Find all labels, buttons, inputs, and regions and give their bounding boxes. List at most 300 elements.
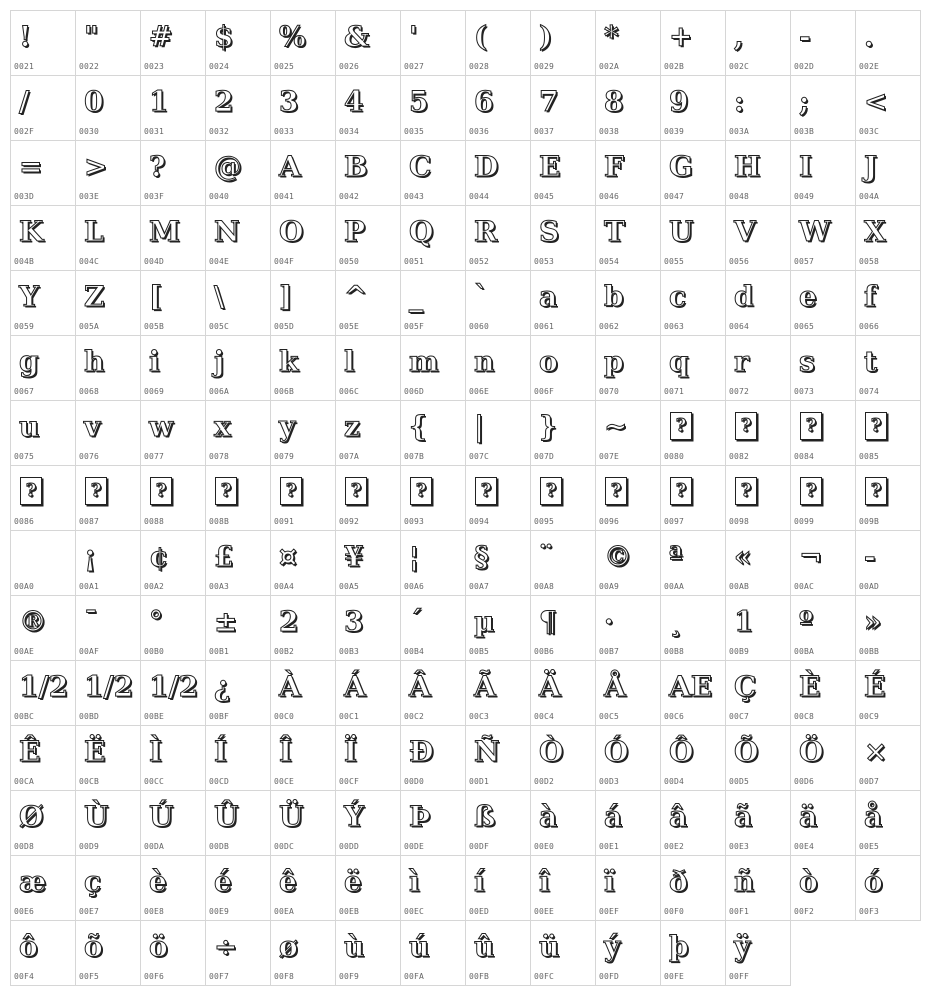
glyph-sample: 2 — [214, 85, 234, 118]
glyph-sample: > — [84, 150, 108, 183]
glyph-cell — [790, 75, 856, 141]
glyph-sample: § — [474, 540, 489, 573]
glyph-sample: 9 — [669, 85, 689, 118]
glyph-sample: ü — [539, 930, 560, 963]
codepoint-label: 00CF — [339, 777, 360, 786]
codepoint-label: 00D8 — [14, 842, 35, 851]
codepoint-label: 00B1 — [209, 647, 230, 656]
glyph-sample: Ä — [539, 670, 561, 703]
glyph-cell — [140, 920, 206, 986]
glyph-sample: » — [864, 605, 882, 638]
glyph-cell — [10, 335, 76, 401]
codepoint-label: 00E8 — [144, 907, 165, 916]
codepoint-label: 00A9 — [599, 582, 620, 591]
codepoint-label: 0031 — [144, 127, 165, 136]
glyph-cell — [270, 855, 336, 921]
codepoint-label: 0062 — [599, 322, 620, 331]
glyph-sample: * — [604, 20, 619, 53]
glyph-sample: « — [734, 540, 752, 573]
codepoint-label: 003C — [859, 127, 880, 136]
codepoint-label: 00D0 — [404, 777, 425, 786]
glyph-cell — [530, 335, 596, 401]
codepoint-label: 0040 — [209, 192, 230, 201]
codepoint-label: 00DD — [339, 842, 360, 851]
missing-glyph-box: ? — [345, 477, 367, 505]
codepoint-label: 0093 — [404, 517, 425, 526]
glyph-cell — [530, 270, 596, 336]
glyph-sample: Ñ — [474, 735, 500, 768]
glyph-cell — [660, 465, 726, 531]
missing-glyph-box: ? — [865, 477, 887, 505]
glyph-cell — [725, 790, 791, 856]
codepoint-label: 0095 — [534, 517, 555, 526]
codepoint-label: 003E — [79, 192, 100, 201]
glyph-sample: j — [214, 345, 225, 378]
glyph-sample: Ý — [344, 800, 364, 833]
codepoint-label: 00B3 — [339, 647, 360, 656]
glyph-cell — [400, 75, 466, 141]
codepoint-label: 002B — [664, 62, 685, 71]
glyph-sample: : — [734, 85, 745, 118]
glyph-sample: ¥ — [344, 540, 364, 573]
glyph-sample: ´ — [409, 605, 423, 638]
glyph-cell — [855, 270, 921, 336]
codepoint-label: 005A — [79, 322, 100, 331]
glyph-sample: º — [799, 605, 813, 638]
glyph-sample: t — [864, 345, 877, 378]
codepoint-label: 00AF — [79, 647, 100, 656]
glyph-cell — [855, 790, 921, 856]
glyph-cell — [855, 660, 921, 726]
codepoint-label: 006E — [469, 387, 490, 396]
missing-glyph-box: ? — [800, 412, 822, 440]
codepoint-label: 0066 — [859, 322, 880, 331]
glyph-cell — [790, 855, 856, 921]
missing-glyph-box: ? — [800, 477, 822, 505]
glyph-cell — [660, 660, 726, 726]
codepoint-label: 0068 — [79, 387, 100, 396]
glyph-sample: Ê — [19, 735, 41, 768]
glyph-sample: B — [344, 150, 368, 183]
glyph-cell — [75, 530, 141, 596]
glyph-sample: d — [734, 280, 754, 313]
glyph-cell — [595, 660, 661, 726]
glyph-cell — [400, 855, 466, 921]
glyph-cell — [10, 75, 76, 141]
codepoint-label: 0085 — [859, 452, 880, 461]
glyph-sample: Â — [409, 670, 431, 703]
glyph-sample: G — [669, 150, 693, 183]
glyph-cell — [530, 855, 596, 921]
codepoint-label: 00FE — [664, 972, 685, 981]
glyph-cell — [530, 595, 596, 661]
glyph-sample: 3 — [344, 605, 364, 638]
codepoint-label: 0060 — [469, 322, 490, 331]
codepoint-label: 00A7 — [469, 582, 490, 591]
glyph-sample: g — [19, 345, 39, 378]
glyph-sample: © — [604, 540, 632, 573]
codepoint-label: 0038 — [599, 127, 620, 136]
glyph-sample: ^ — [344, 280, 368, 313]
glyph-cell — [855, 725, 921, 791]
codepoint-label: 005D — [274, 322, 295, 331]
glyph-cell — [140, 75, 206, 141]
codepoint-label: 00E0 — [534, 842, 555, 851]
glyph-cell — [270, 595, 336, 661]
codepoint-label: 00FB — [469, 972, 490, 981]
glyph-sample: ¸ — [669, 605, 683, 638]
codepoint-label: 00A8 — [534, 582, 555, 591]
codepoint-label: 00C3 — [469, 712, 490, 721]
codepoint-label: 00AD — [859, 582, 880, 591]
codepoint-label: 004C — [79, 257, 100, 266]
codepoint-label: 00A1 — [79, 582, 100, 591]
codepoint-label: 0073 — [794, 387, 815, 396]
glyph-sample: ¿ — [214, 670, 231, 703]
glyph-cell — [205, 270, 271, 336]
codepoint-label: 00B4 — [404, 647, 425, 656]
codepoint-label: 004F — [274, 257, 295, 266]
glyph-cell — [530, 530, 596, 596]
codepoint-label: 00EC — [404, 907, 425, 916]
codepoint-label: 0067 — [14, 387, 35, 396]
glyph-sample: c — [669, 280, 687, 313]
glyph-sample: þ — [669, 930, 689, 963]
codepoint-label: 00CE — [274, 777, 295, 786]
glyph-cell — [140, 335, 206, 401]
codepoint-label: 00A6 — [404, 582, 425, 591]
glyph-cell — [335, 10, 401, 76]
glyph-sample: H — [734, 150, 761, 183]
glyph-cell — [75, 140, 141, 206]
glyph-cell — [205, 660, 271, 726]
glyph-cell — [400, 205, 466, 271]
glyph-sample: ò — [799, 865, 818, 898]
glyph-sample: É — [864, 670, 886, 703]
glyph-sample: _ — [409, 280, 423, 313]
glyph-sample: 6 — [474, 85, 494, 118]
glyph-cell — [530, 75, 596, 141]
codepoint-label: 0082 — [729, 452, 750, 461]
glyph-cell — [725, 140, 791, 206]
codepoint-label: 00F9 — [339, 972, 360, 981]
codepoint-label: 0086 — [14, 517, 35, 526]
codepoint-label: 002E — [859, 62, 880, 71]
codepoint-label: 00CB — [79, 777, 100, 786]
glyph-sample: ê — [279, 865, 297, 898]
missing-glyph-box: ? — [670, 412, 692, 440]
glyph-cell — [595, 270, 661, 336]
glyph-cell — [335, 400, 401, 466]
codepoint-label: 00AA — [664, 582, 685, 591]
glyph-sample: n — [474, 345, 495, 378]
glyph-cell — [335, 205, 401, 271]
codepoint-label: 008B — [209, 517, 230, 526]
glyph-sample: x — [214, 410, 231, 443]
codepoint-label: 00C7 — [729, 712, 750, 721]
glyph-cell — [10, 790, 76, 856]
glyph-sample: × — [864, 735, 888, 768]
codepoint-label: 00C5 — [599, 712, 620, 721]
glyph-sample: W — [799, 215, 831, 248]
codepoint-label: 0025 — [274, 62, 295, 71]
glyph-cell — [270, 725, 336, 791]
codepoint-label: 0045 — [534, 192, 555, 201]
glyph-sample: Ø — [19, 800, 44, 833]
codepoint-label: 0077 — [144, 452, 165, 461]
codepoint-label: 00ED — [469, 907, 490, 916]
codepoint-label: 00EF — [599, 907, 620, 916]
glyph-cell — [595, 10, 661, 76]
glyph-cell — [400, 920, 466, 986]
codepoint-label: 006D — [404, 387, 425, 396]
codepoint-label: 0061 — [534, 322, 555, 331]
codepoint-label: 00DA — [144, 842, 165, 851]
codepoint-label: 00F1 — [729, 907, 750, 916]
codepoint-label: 00CD — [209, 777, 230, 786]
glyph-cell — [465, 205, 531, 271]
codepoint-label: 004B — [14, 257, 35, 266]
glyph-sample: Ã — [474, 670, 496, 703]
glyph-sample: k — [279, 345, 299, 378]
glyph-sample: 4 — [344, 85, 364, 118]
glyph-cell — [660, 725, 726, 791]
codepoint-label: 00AC — [794, 582, 815, 591]
codepoint-label: 00AB — [729, 582, 750, 591]
glyph-sample: Ü — [279, 800, 304, 833]
glyph-sample: 1/2 — [84, 670, 134, 703]
codepoint-label: 0094 — [469, 517, 490, 526]
codepoint-label: 00BF — [209, 712, 230, 721]
codepoint-label: 0030 — [79, 127, 100, 136]
glyph-sample: M — [149, 215, 180, 248]
glyph-sample: 1 — [149, 85, 169, 118]
glyph-sample: $ — [214, 20, 234, 53]
glyph-sample: & — [344, 20, 370, 53]
codepoint-label: 00D9 — [79, 842, 100, 851]
glyph-sample: X — [864, 215, 886, 248]
glyph-cell — [10, 10, 76, 76]
codepoint-label: 00E4 — [794, 842, 815, 851]
codepoint-label: 0054 — [599, 257, 620, 266]
glyph-cell — [465, 335, 531, 401]
glyph-cell — [270, 660, 336, 726]
glyph-cell — [75, 205, 141, 271]
codepoint-label: 005C — [209, 322, 230, 331]
glyph-cell — [465, 10, 531, 76]
glyph-cell — [10, 270, 76, 336]
glyph-cell — [465, 530, 531, 596]
glyph-sample: ï — [604, 865, 615, 898]
glyph-cell — [790, 270, 856, 336]
codepoint-label: 0032 — [209, 127, 230, 136]
glyph-cell — [75, 595, 141, 661]
glyph-cell — [855, 10, 921, 76]
glyph-cell — [595, 400, 661, 466]
glyph-sample: \ — [214, 280, 225, 313]
codepoint-label: 00E2 — [664, 842, 685, 851]
codepoint-label: 004E — [209, 257, 230, 266]
codepoint-label: 0021 — [14, 62, 35, 71]
glyph-sample: [ — [149, 280, 163, 313]
glyph-sample: F — [604, 150, 624, 183]
glyph-sample: AE — [669, 670, 713, 703]
glyph-sample: u — [19, 410, 40, 443]
glyph-cell — [855, 335, 921, 401]
codepoint-label: 006B — [274, 387, 295, 396]
codepoint-label: 005F — [404, 322, 425, 331]
glyph-cell — [790, 10, 856, 76]
glyph-cell — [530, 10, 596, 76]
codepoint-label: 00C1 — [339, 712, 360, 721]
glyph-cell — [400, 725, 466, 791]
codepoint-label: 0043 — [404, 192, 425, 201]
codepoint-label: 007A — [339, 452, 360, 461]
codepoint-label: 0050 — [339, 257, 360, 266]
glyph-sample: J — [864, 150, 878, 183]
glyph-cell — [595, 75, 661, 141]
missing-glyph-box: ? — [215, 477, 237, 505]
glyph-cell — [270, 205, 336, 271]
glyph-cell — [140, 725, 206, 791]
glyph-sample: 1 — [734, 605, 754, 638]
codepoint-label: 0024 — [209, 62, 230, 71]
glyph-cell — [465, 270, 531, 336]
glyph-cell — [595, 335, 661, 401]
glyph-cell — [10, 465, 76, 531]
glyph-cell — [400, 790, 466, 856]
codepoint-label: 0042 — [339, 192, 360, 201]
glyph-cell — [725, 725, 791, 791]
glyph-cell — [140, 400, 206, 466]
codepoint-label: 00D3 — [599, 777, 620, 786]
glyph-cell — [205, 920, 271, 986]
glyph-cell — [75, 465, 141, 531]
glyph-cell — [725, 530, 791, 596]
codepoint-label: 0072 — [729, 387, 750, 396]
codepoint-label: 004D — [144, 257, 165, 266]
glyph-sample: ; — [799, 85, 810, 118]
glyph-cell — [530, 790, 596, 856]
missing-glyph-box: ? — [735, 412, 757, 440]
glyph-sample: " — [84, 20, 99, 53]
glyph-cell — [140, 790, 206, 856]
glyph-cell — [465, 140, 531, 206]
glyph-sample: Î — [279, 735, 293, 768]
codepoint-label: 00B5 — [469, 647, 490, 656]
codepoint-label: 004A — [859, 192, 880, 201]
codepoint-label: 00B7 — [599, 647, 620, 656]
glyph-sample: ¶ — [539, 605, 557, 638]
glyph-cell — [270, 400, 336, 466]
codepoint-label: 0052 — [469, 257, 490, 266]
codepoint-label: 0039 — [664, 127, 685, 136]
glyph-cell — [270, 790, 336, 856]
codepoint-label: 006F — [534, 387, 555, 396]
glyph-cell — [660, 75, 726, 141]
glyph-cell — [335, 595, 401, 661]
glyph-sample: ð — [669, 865, 688, 898]
codepoint-label: 0055 — [664, 257, 685, 266]
codepoint-label: 00BC — [14, 712, 35, 721]
codepoint-label: 00E9 — [209, 907, 230, 916]
glyph-cell — [465, 855, 531, 921]
codepoint-label: 0033 — [274, 127, 295, 136]
glyph-cell — [660, 270, 726, 336]
codepoint-label: 0026 — [339, 62, 360, 71]
glyph-cell — [75, 400, 141, 466]
codepoint-label: 006A — [209, 387, 230, 396]
codepoint-label: 002F — [14, 127, 35, 136]
glyph-sample: ' — [409, 20, 418, 53]
codepoint-label: 00D5 — [729, 777, 750, 786]
codepoint-label: 0059 — [14, 322, 35, 331]
codepoint-label: 0092 — [339, 517, 360, 526]
glyph-sample: y — [279, 410, 296, 443]
codepoint-label: 0035 — [404, 127, 425, 136]
glyph-cell — [790, 660, 856, 726]
glyph-cell — [530, 205, 596, 271]
glyph-sample: à — [539, 800, 558, 833]
glyph-sample: Í — [214, 735, 228, 768]
codepoint-label: 00E5 — [859, 842, 880, 851]
codepoint-label: 0058 — [859, 257, 880, 266]
codepoint-label: 0057 — [794, 257, 815, 266]
codepoint-label: 00A0 — [14, 582, 35, 591]
codepoint-label: 00A3 — [209, 582, 230, 591]
glyph-cell — [270, 530, 336, 596]
glyph-cell — [725, 205, 791, 271]
glyph-cell — [75, 920, 141, 986]
codepoint-label: 0096 — [599, 517, 620, 526]
codepoint-label: 00E7 — [79, 907, 100, 916]
glyph-sample: h — [84, 345, 105, 378]
glyph-cell — [400, 270, 466, 336]
codepoint-label: 0069 — [144, 387, 165, 396]
glyph-sample: a — [539, 280, 558, 313]
glyph-sample: { — [409, 410, 428, 443]
glyph-sample: I — [799, 150, 813, 183]
codepoint-label: 0097 — [664, 517, 685, 526]
glyph-cell — [75, 855, 141, 921]
glyph-cell — [270, 10, 336, 76]
glyph-sample: 1/2 — [19, 670, 69, 703]
codepoint-label: 0070 — [599, 387, 620, 396]
codepoint-label: 00E3 — [729, 842, 750, 851]
glyph-cell — [595, 725, 661, 791]
codepoint-label: 0022 — [79, 62, 100, 71]
glyph-sample: U — [669, 215, 694, 248]
glyph-cell — [530, 400, 596, 466]
glyph-cell — [465, 660, 531, 726]
glyph-sample: Û — [214, 800, 239, 833]
glyph-cell — [10, 660, 76, 726]
codepoint-label: 007E — [599, 452, 620, 461]
glyph-sample: ° — [149, 605, 163, 638]
glyph-sample: µ — [474, 605, 495, 638]
glyph-sample: ` — [474, 280, 488, 313]
glyph-sample: Õ — [734, 735, 759, 768]
codepoint-label: 002D — [794, 62, 815, 71]
glyph-cell — [335, 790, 401, 856]
glyph-sample: r — [734, 345, 749, 378]
glyph-sample: N — [214, 215, 240, 248]
codepoint-label: 0044 — [469, 192, 490, 201]
glyph-cell — [790, 465, 856, 531]
glyph-sample: ( — [474, 20, 488, 53]
glyph-cell — [790, 140, 856, 206]
glyph-sample: f — [864, 280, 877, 313]
